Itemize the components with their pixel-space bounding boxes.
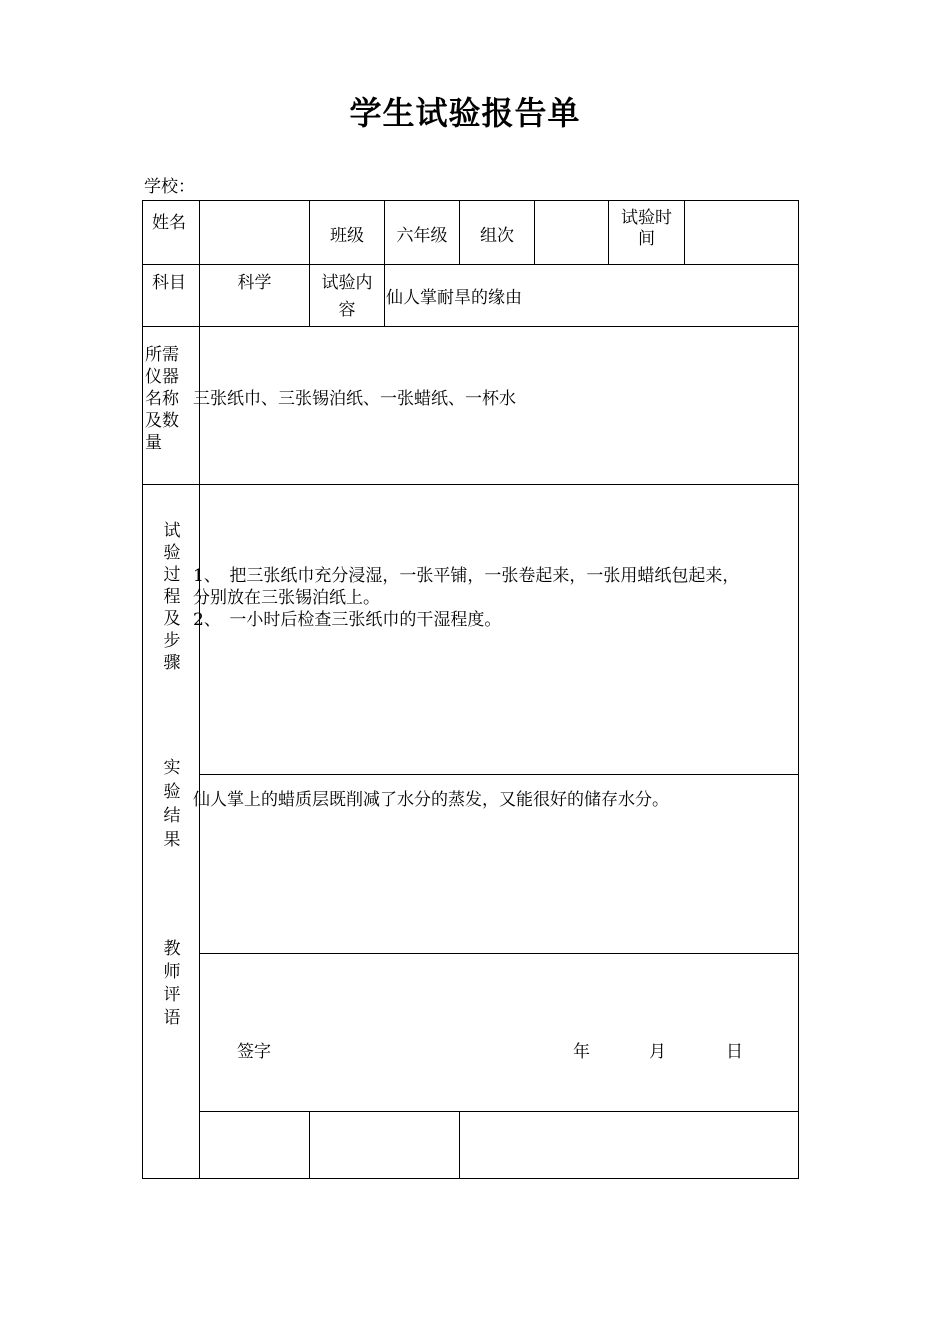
comment-label: 教师评语 [163, 939, 181, 1028]
content-label-line1: 试验内 [321, 273, 373, 293]
cell-divider [534, 200, 535, 265]
equipment-label-line: 仪器 [145, 367, 179, 387]
class-value: 六年级 [396, 226, 448, 246]
result-value: 仙人掌上的蜡质层既削减了水分的蒸发，又能很好的储存水分。 [193, 790, 669, 810]
row-divider [142, 484, 799, 485]
table-border-bottom [142, 1178, 799, 1179]
subject-value: 科学 [237, 273, 272, 293]
row-divider [199, 953, 799, 954]
time-label-line2: 间 [638, 229, 655, 249]
cell-divider [384, 264, 385, 327]
year-label: 年 [573, 1042, 590, 1062]
month-label: 月 [649, 1042, 666, 1062]
process-step1-line2: 分别放在三张锡泊纸上。 [193, 588, 380, 608]
sign-label: 签字 [237, 1042, 271, 1062]
table-border-left [142, 200, 143, 1179]
row-divider [142, 326, 799, 327]
equipment-label-line: 量 [145, 433, 162, 453]
group-label: 组次 [480, 226, 514, 246]
cell-divider [684, 200, 685, 265]
table-border-right [798, 200, 799, 1179]
row-divider [199, 774, 799, 775]
equipment-label-line: 及数 [145, 411, 179, 431]
process-step2: 2、 一小时后检查三张纸巾的干湿程度。 [193, 610, 502, 630]
day-label: 日 [726, 1042, 743, 1062]
name-label: 姓名 [152, 213, 186, 233]
time-label-line1: 试验时 [621, 208, 672, 228]
row-divider [142, 264, 799, 265]
equipment-label-line: 名称 [145, 389, 179, 409]
process-step1-line1: 1、 把三张纸巾充分浸湿，一张平铺，一张卷起来，一张用蜡纸包起来， [193, 566, 740, 586]
cell-divider [309, 1111, 310, 1179]
school-label: 学校： [144, 177, 195, 197]
class-label: 班级 [330, 226, 364, 246]
process-label: 试验过程及步骤 [163, 521, 181, 673]
content-value: 仙人掌耐旱的缘由 [386, 288, 522, 308]
content-label-line2: 容 [338, 300, 356, 320]
equipment-label-line: 所需 [145, 345, 179, 365]
table-border-top [142, 200, 799, 201]
result-label: 实验结果 [163, 758, 181, 850]
label-column-divider [199, 200, 200, 1179]
page-title: 学生试验报告单 [349, 94, 581, 132]
cell-divider [459, 1111, 460, 1179]
equipment-value: 三张纸巾、三张锡泊纸、一张蜡纸、一杯水 [193, 389, 516, 409]
subject-label: 科目 [152, 273, 186, 293]
row-divider [199, 1111, 799, 1112]
